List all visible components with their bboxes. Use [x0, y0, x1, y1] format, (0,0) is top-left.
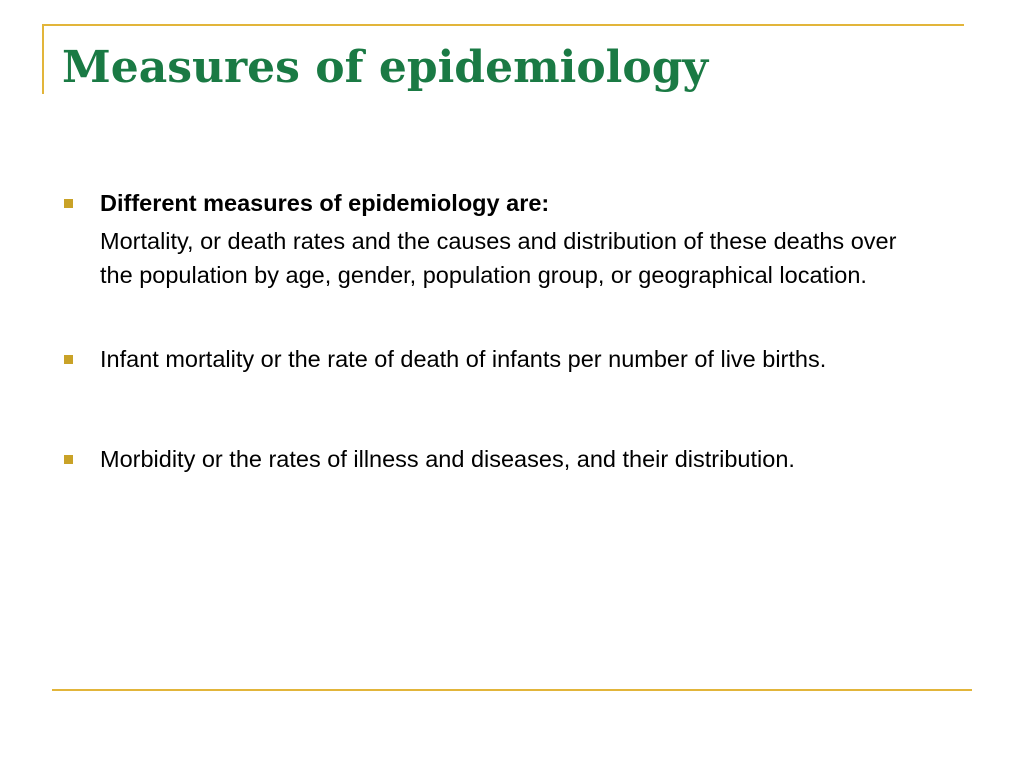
bullet-text: Infant mortality or the rate of death of infants per number of live births.: [100, 346, 827, 372]
square-bullet-icon: [64, 355, 73, 364]
bullet-item-measures: [62, 186, 962, 292]
square-bullet-icon: [64, 199, 73, 208]
square-bullet-icon: [64, 455, 73, 464]
top-accent-line: [42, 24, 964, 26]
bullet-heading: Different measures of epidemiology are:: [100, 190, 550, 216]
bullet-body-mortality: Mortality, or death rates and the causes and distribution of these deaths over the population by age, gender, population group, or geographical location.: [100, 228, 897, 288]
slide-title: Measures of epidemiology: [62, 42, 709, 93]
left-accent-line: [42, 24, 44, 94]
bullet-text: Morbidity or the rates of illness and diseases, and their distribution.: [100, 446, 795, 472]
bullet-list: [62, 186, 962, 476]
bullet-item-infant-mortality: [62, 342, 962, 376]
bullet-item-morbidity: [62, 442, 962, 476]
bottom-accent-line: [52, 689, 972, 691]
